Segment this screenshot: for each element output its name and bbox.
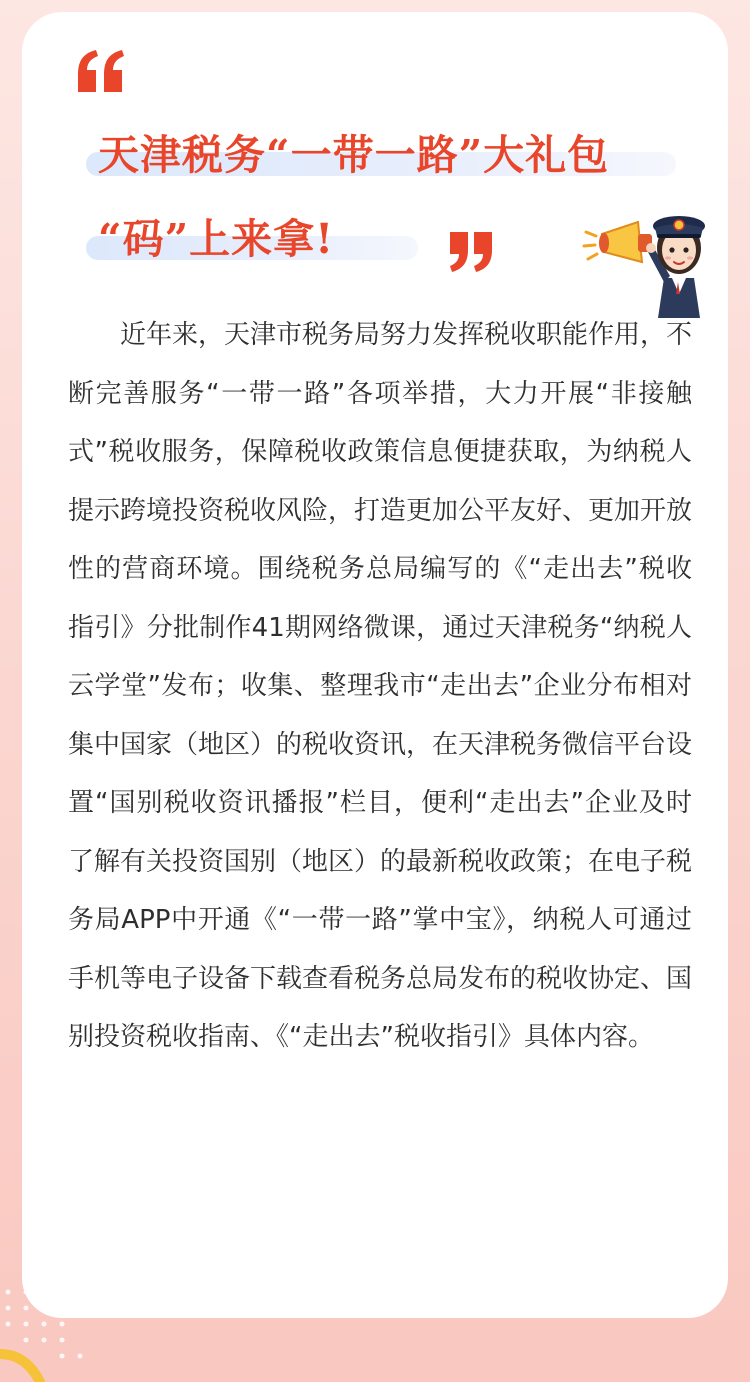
tax-officer-megaphone-illustration bbox=[582, 182, 716, 318]
article-body: 近年来，天津市税务局努力发挥税收职能作用，不断完善服务“一带一路”各项举措，大力开展“非接触式”税收服务，保障税收政策信息便捷获取，为纳税人提示跨境投资税收风险，打造更加公平友好、更加开放性的营商环境。围绕税务总局编写的《“走出去”税收指引》分批制作41期网络微课，通过天津税务“纳税人云学堂”发布；收集、整理我市“走出去”企业分布相对集中国家（地区）的税收资讯，在天津税务微信平台设置“国别税收资讯播报”栏目，便利“走出去”企业及时了解有关投资国别（地区）的最新税收政策；在电子税务局APP中开通《“一带一路”掌中宝》，纳税人可通过手机等电子设备下载查看税务总局发布的税收协定、国别投资税收指南、《“走出去”税收指引》具体内容。 bbox=[68, 320, 693, 1052]
dot-pattern-decoration bbox=[0, 1284, 100, 1382]
opening-quote-icon bbox=[74, 48, 126, 94]
closing-quote-icon bbox=[448, 230, 496, 274]
article-title-line-1: 天津税务“一带一路”大礼包 bbox=[98, 131, 610, 179]
article-card bbox=[22, 12, 728, 1318]
article-title-line-2: “码”上来拿! bbox=[98, 215, 335, 263]
